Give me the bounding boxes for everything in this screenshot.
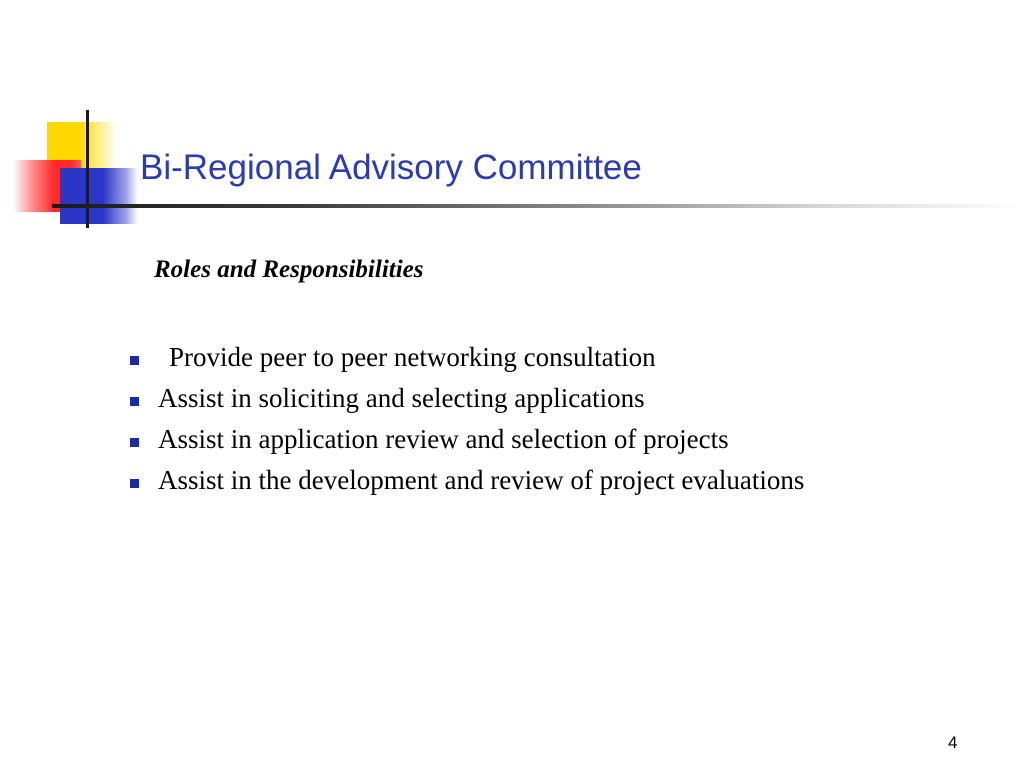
title-underline (52, 204, 1024, 208)
slide-subtitle: Roles and Responsibilities (154, 256, 424, 283)
bullet-item (130, 419, 804, 460)
bullet-list (130, 337, 804, 501)
bullet-text: Provide peer to peer networking consultation (169, 342, 656, 372)
bullet-text: Assist in the development and review of project evaluations (158, 465, 805, 495)
bullet-text: Assist in soliciting and selecting applications (158, 383, 645, 413)
square-bullet-icon (130, 479, 139, 488)
bullet-text: Assist in application review and selection of projects (158, 424, 729, 454)
square-bullet-icon (130, 356, 139, 365)
square-bullet-icon (130, 397, 139, 406)
bullet-item (130, 378, 804, 419)
vertical-rule (86, 110, 89, 228)
decorative-logo-blocks (0, 0, 140, 230)
slide-title: Bi-Regional Advisory Committee (140, 148, 642, 187)
page-number: 4 (948, 733, 958, 752)
bullet-item (130, 460, 804, 501)
bullet-item (130, 337, 804, 378)
blue-square (60, 168, 138, 224)
square-bullet-icon (130, 438, 139, 447)
